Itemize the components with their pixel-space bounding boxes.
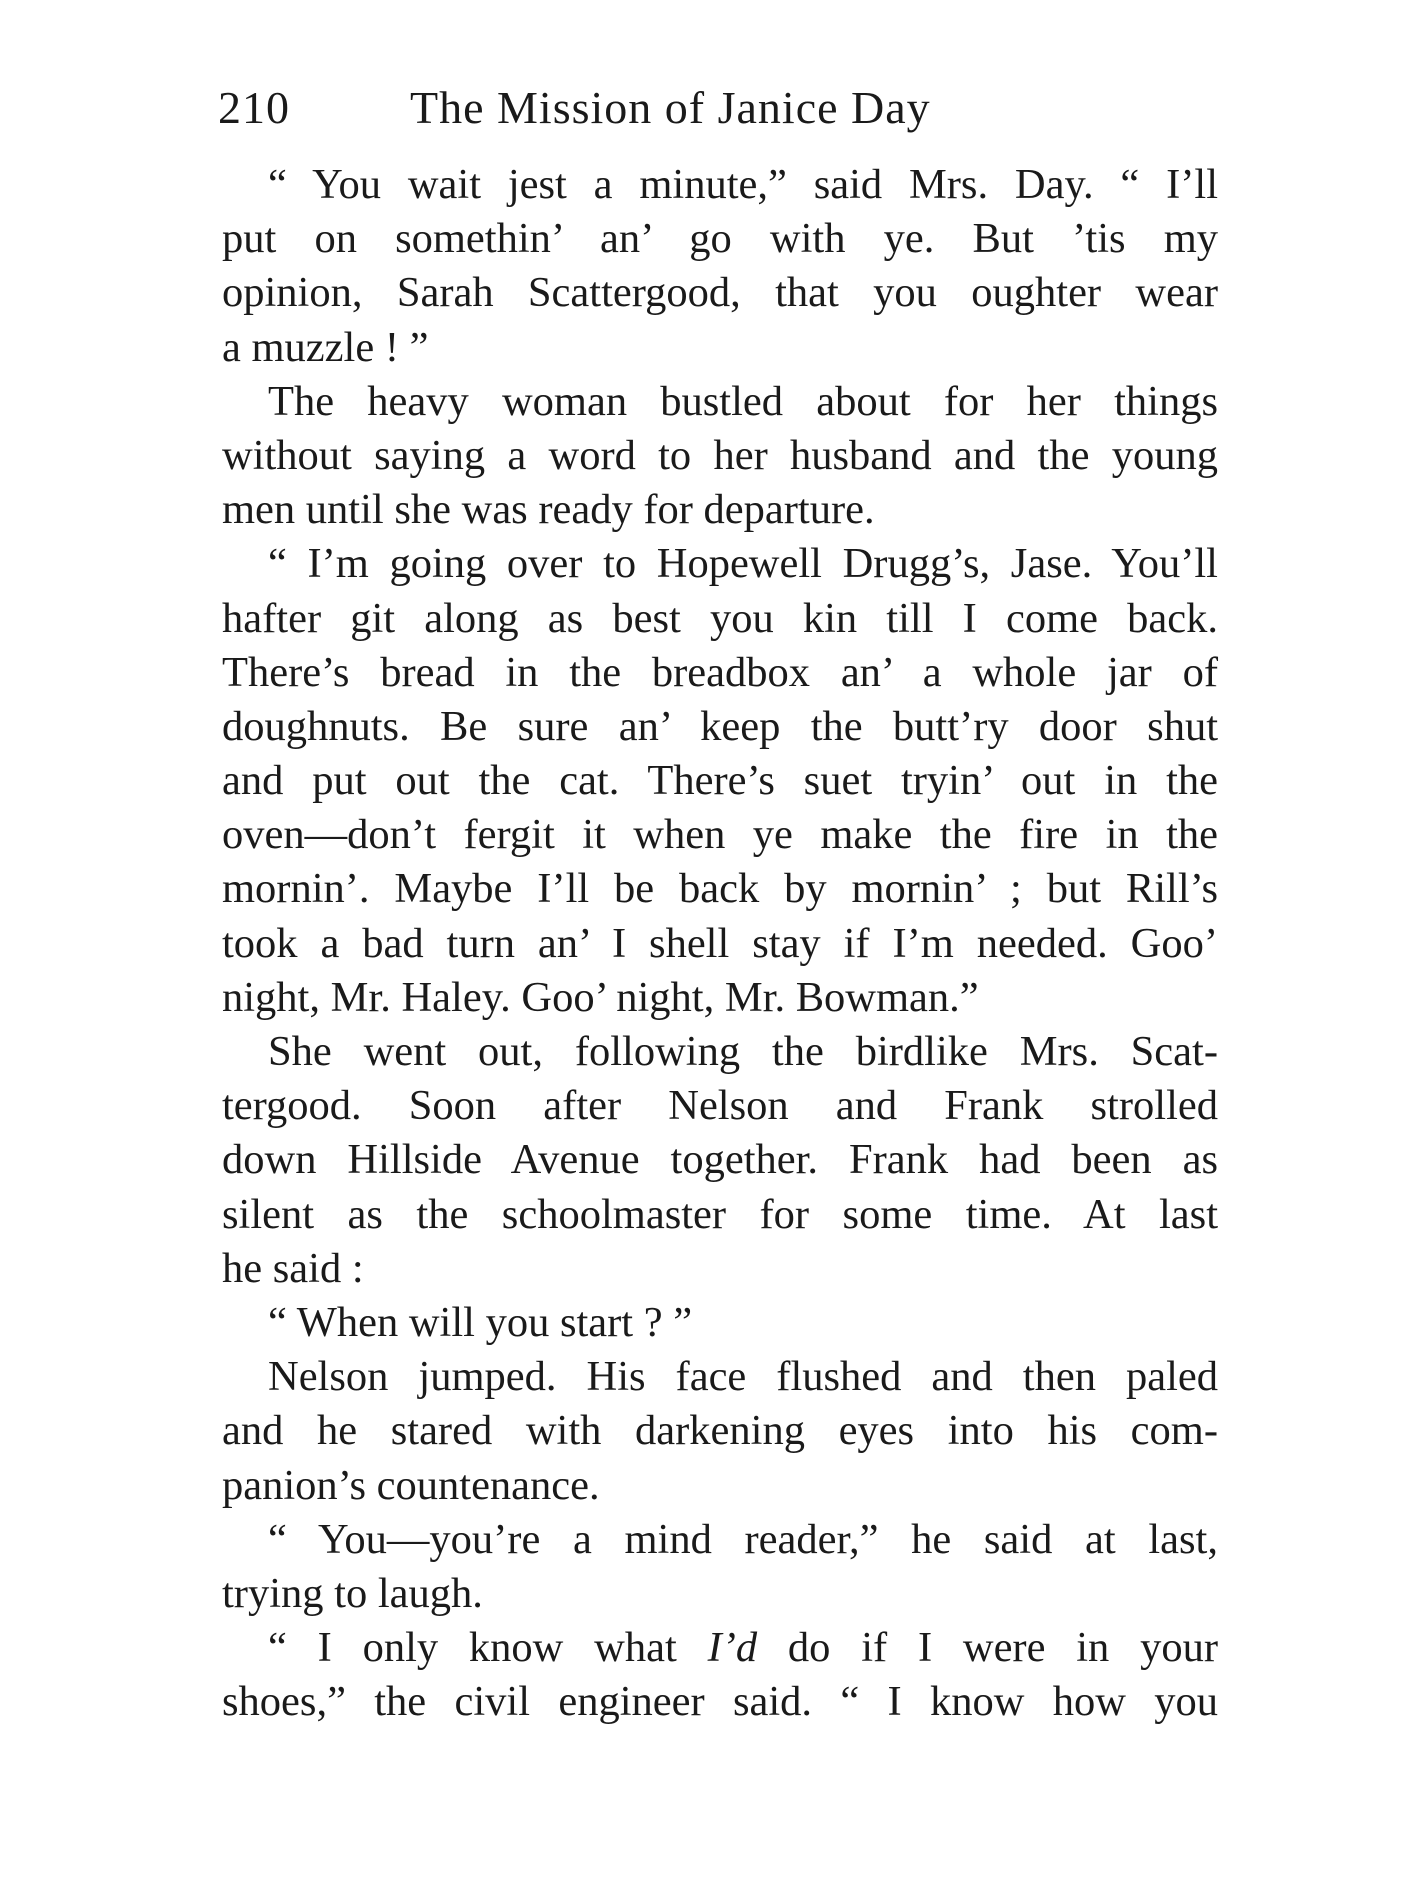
text-line: a muzzle ! ” [222, 323, 429, 371]
text-line: he said : [222, 1244, 364, 1292]
text-line: put on somethin’ an’ go with ye. But ’tis my [222, 215, 1218, 263]
text-line: She went out, following the birdlike Mrs. Scat- [268, 1028, 1218, 1075]
text-line: trying to laugh. [222, 1569, 483, 1617]
text-line: silent as the schoolmaster for some time. At last [222, 1190, 1218, 1238]
text-line: oven—don’t fergit it when ye make the fire in the [222, 811, 1218, 859]
body-text [222, 158, 1218, 1729]
text-line: “ You wait jest a minute,” said Mrs. Day. “ I’ll [268, 161, 1218, 208]
text-line: and he stared with darkening eyes into his com- [222, 1407, 1218, 1455]
text-line: down Hillside Avenue together. Frank had been as [222, 1136, 1218, 1184]
text-line: without saying a word to her husband and the young [222, 431, 1218, 479]
text-line: tergood. Soon after Nelson and Frank strolled [222, 1082, 1218, 1130]
running-title: The Mission of Janice Day [410, 82, 931, 133]
text-line: took a bad turn an’ I shell stay if I’m needed. Goo’ [222, 919, 1218, 967]
text-line: The heavy woman bustled about for her things [268, 377, 1218, 425]
text-line: shoes,” the civil engineer said. “ I know how you [222, 1678, 1218, 1726]
text-line: opinion, Sarah Scattergood, that you oughter wear [222, 269, 1218, 317]
text-line: “ You—you’re a mind reader,” he said at last, [268, 1515, 1218, 1563]
text-line: doughnuts. Be sure an’ keep the butt’ry door shut [222, 702, 1218, 750]
text-line: panion’s countenance. [222, 1461, 600, 1509]
text-line: There’s bread in the breadbox an’ a whole jar of [222, 648, 1218, 696]
page-number: 210 [218, 82, 290, 133]
text-segment: do if I were in your [757, 1624, 1218, 1672]
text-segment: “ I only know what [268, 1624, 708, 1672]
text-line: mornin’. Maybe I’ll be back by mornin’ ; but Rill’s [222, 865, 1218, 913]
text-line: Nelson jumped. His face flushed and then paled [268, 1353, 1218, 1401]
text-line: and put out the cat. There’s suet tryin’ out in the [222, 757, 1218, 805]
text-line: men until she was ready for departure. [222, 486, 875, 534]
text-line: “ I’m going over to Hopewell Drugg’s, Jase. You’ll [268, 540, 1218, 588]
text-line [222, 1621, 1218, 1675]
italic-word: I’d [707, 1624, 758, 1672]
page-header [218, 78, 1218, 138]
text-line: hafter git along as best you kin till I come back. [222, 594, 1218, 642]
text-line: “ When will you start ? ” [268, 1298, 693, 1346]
text-line: night, Mr. Haley. Goo’ night, Mr. Bowman.” [222, 973, 979, 1021]
